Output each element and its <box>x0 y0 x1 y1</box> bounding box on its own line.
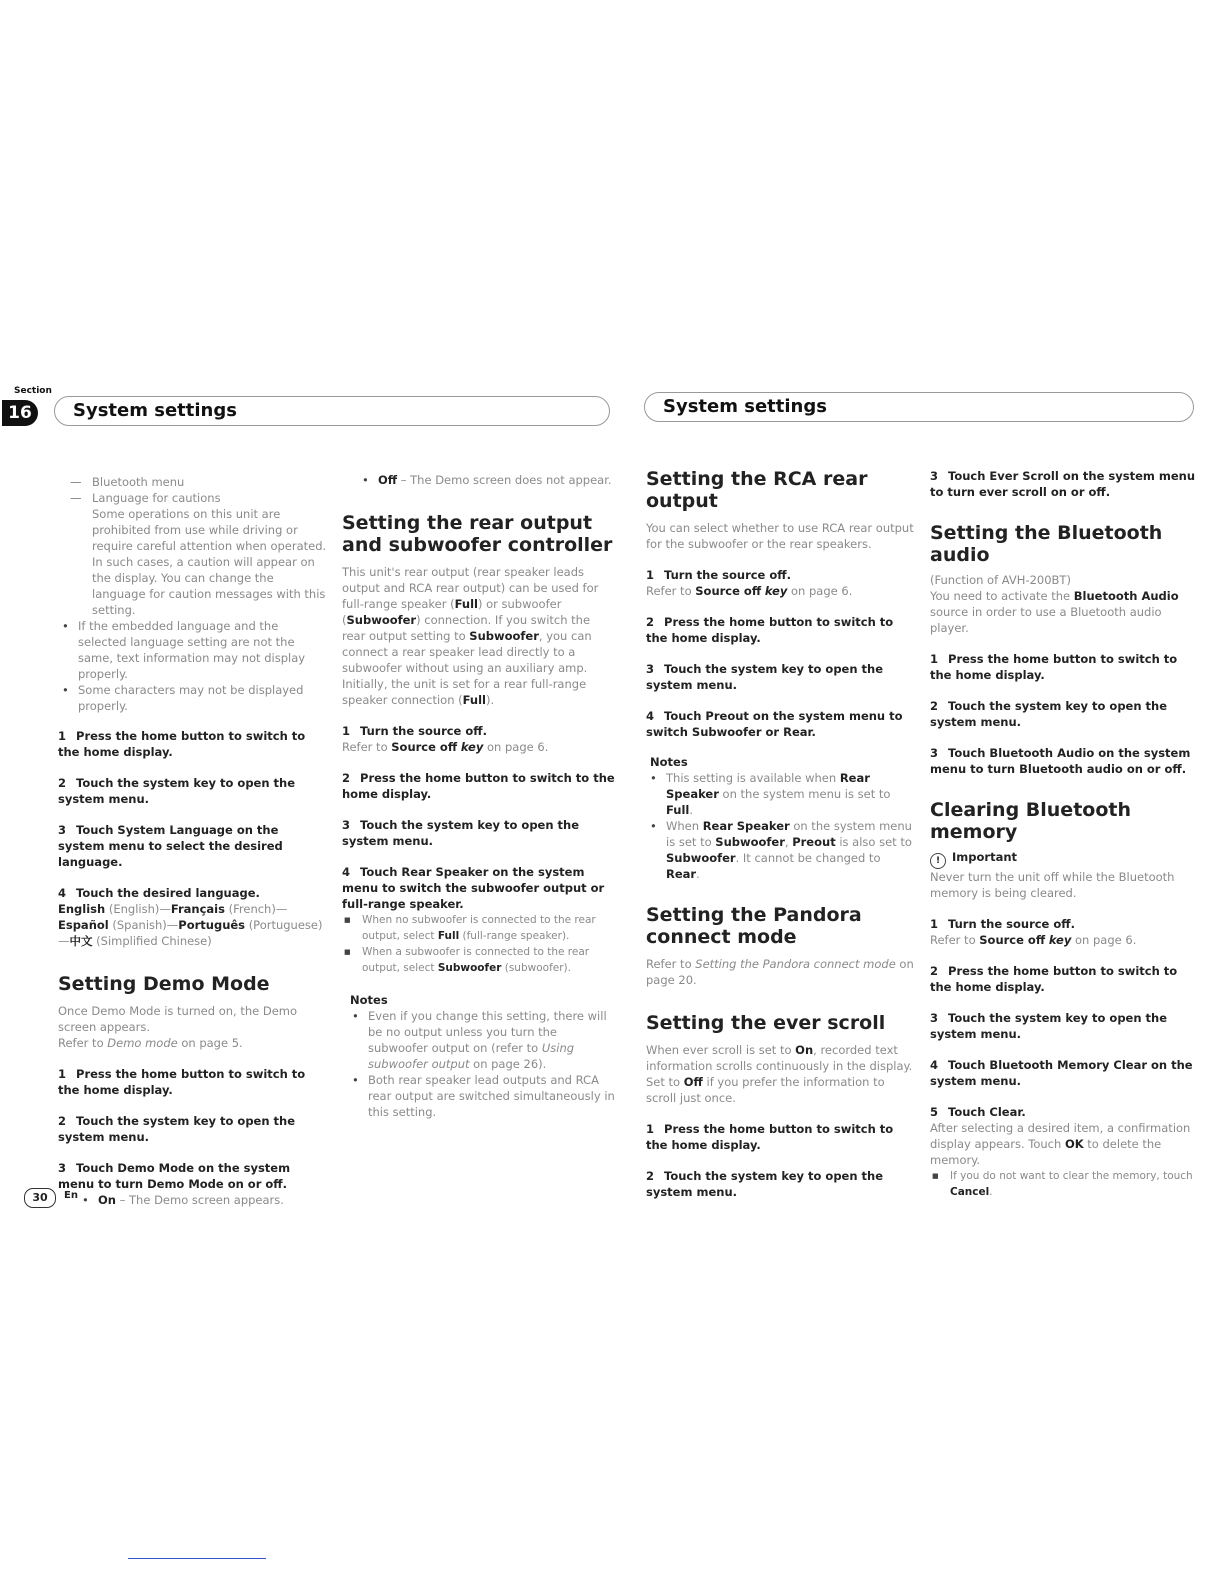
step-1: 1 Press the home button to switch to the home display. <box>58 729 306 759</box>
step-2: 2 Touch the system key to open the system menu. <box>58 776 296 806</box>
clear-step-1: 1 Turn the source off. <box>930 917 1075 931</box>
clear-step-2: 2 Press the home button to switch to the home display. <box>930 964 1178 994</box>
page-header-left <box>54 396 610 426</box>
important-text: Never turn the unit off while the Bluetooth memory is being cleared. <box>930 870 1175 900</box>
source-off-ref: Refer to Source off key on page 6. <box>342 740 549 754</box>
section-number-badge: 16 <box>2 400 38 426</box>
clear-step-5: 5 Touch Clear. <box>930 1105 1026 1119</box>
pandora-heading: Setting the Pandora connect mode <box>646 904 862 948</box>
source-off-ref: Refer to Source off key on page 6. <box>646 584 853 598</box>
caution-text: Some operations on this unit are prohibited from use while driving or require careful attention when operated. In such cases, a caution will appear on the display. You can change the language for caution messages with this setting. <box>92 507 327 617</box>
list-item: • When Rear Speaker on the system menu is set to Subwoofer, Preout is also set to Subwoofer. It cannot be changed to Rear. <box>646 818 916 882</box>
scroll-step-2: 2 Touch the system key to open the system menu. <box>646 1169 884 1199</box>
rear-output-heading: Setting the rear output and subwoofer controller <box>342 512 613 556</box>
list-item: ■ If you do not want to clear the memory, touch Cancel. <box>930 1168 1200 1200</box>
bluetooth-audio-heading: Setting the Bluetooth audio <box>930 522 1163 566</box>
page-title-left: System settings <box>73 400 237 421</box>
bt-step-3: 3 Touch Bluetooth Audio on the system menu to turn Bluetooth audio on or off. <box>930 746 1191 776</box>
rear-output-intro: This unit's rear output (rear speaker leads output and RCA rear output) can be used for full-range speaker (Full) or subwoofer (Subwoofer) connection. If you switch the rear output setting to Subwoofer, you can connect a rear speaker lead directly to a subwoofer without using an auxiliary amp. <box>342 565 599 675</box>
section-label: Section <box>14 386 52 396</box>
important-icon: ! <box>930 853 946 869</box>
page-header-right <box>644 392 1194 422</box>
list-item: • If the embedded language and the selected language setting are not the same, text information may not display properly. <box>58 618 328 682</box>
clear-memory-heading: Clearing Bluetooth memory <box>930 799 1131 843</box>
list-item: ■ When a subwoofer is connected to the rear output, select Subwoofer (subwoofer). <box>342 944 616 976</box>
column-3 <box>646 468 916 1200</box>
demo-intro: Once Demo Mode is turned on, the Demo screen appears. <box>58 1004 298 1034</box>
step-4: 4 Touch Rear Speaker on the system menu to switch the subwoofer output or full-range speaker. <box>342 865 605 911</box>
demo-step-2: 2 Touch the system key to open the system menu. <box>58 1114 296 1144</box>
list-item: ■ When no subwoofer is connected to the rear output, select Full (full-range speaker). <box>342 912 616 944</box>
list-item: • On – The Demo screen appears. <box>78 1192 328 1208</box>
list-item: — Bluetooth menu <box>72 474 328 490</box>
demo-mode-heading: Setting Demo Mode <box>58 973 270 995</box>
list-item: • Both rear speaker lead outputs and RCA rear output are switched simultaneously in this setting. <box>348 1072 616 1120</box>
important-heading: ! Important <box>930 849 1200 869</box>
step-3: 3 Touch the system key to open the system menu. <box>646 662 884 692</box>
notes-heading: Notes <box>350 993 388 1007</box>
pandora-ref: Refer to Setting the Pandora connect mode on page 20. <box>646 957 914 987</box>
step-2: 2 Press the home button to switch to the home display. <box>342 771 615 801</box>
bluetooth-function: (Function of AVH-200BT) <box>930 573 1071 587</box>
rear-output-initial: Initially, the unit is set for a rear full-range speaker connection (Full). <box>342 677 587 707</box>
list-item: • Off – The Demo screen does not appear. <box>358 472 616 488</box>
scroll-step-3: 3 Touch Ever Scroll on the system menu to turn ever scroll on or off. <box>930 469 1196 499</box>
step-4: 4 Touch the desired language. <box>58 886 260 900</box>
step-3: 3 Touch System Language on the system menu to select the desired language. <box>58 823 283 869</box>
language-list: English (English)—Français (French)—Español (Spanish)—Português (Portuguese)—中文 (Simplified Chinese) <box>58 902 323 948</box>
rca-heading: Setting the RCA rear output <box>646 468 868 512</box>
demo-step-3: 3 Touch Demo Mode on the system menu to turn Demo Mode on or off. <box>58 1161 291 1191</box>
list-item: • Even if you change this setting, there will be no output unless you turn the subwoofer output on (refer to Using subwoofer output on page 26). <box>348 1008 616 1072</box>
column-2 <box>342 472 616 1120</box>
page-number: 30 <box>24 1188 56 1208</box>
demo-step-1: 1 Press the home button to switch to the home display. <box>58 1067 306 1097</box>
language-code: En <box>64 1190 78 1201</box>
bluetooth-intro: You need to activate the Bluetooth Audio source in order to use a Bluetooth audio player. <box>930 589 1179 635</box>
list-item: — Language for cautions <box>72 490 328 506</box>
bt-step-2: 2 Touch the system key to open the system menu. <box>930 699 1168 729</box>
step-4: 4 Touch Preout on the system menu to switch Subwoofer or Rear. <box>646 709 903 739</box>
rca-intro: You can select whether to use RCA rear output for the subwoofer or the rear speakers. <box>646 521 914 551</box>
clear-step-4: 4 Touch Bluetooth Memory Clear on the system menu. <box>930 1058 1193 1088</box>
page-title-right: System settings <box>663 396 827 417</box>
column-4 <box>930 468 1200 1200</box>
step-1: 1 Turn the source off. <box>646 568 791 582</box>
step-3: 3 Touch the system key to open the system menu. <box>342 818 580 848</box>
clear-step-3: 3 Touch the system key to open the system menu. <box>930 1011 1168 1041</box>
divider-line <box>128 1558 266 1559</box>
notes-heading: Notes <box>650 755 688 769</box>
column-1 <box>58 474 328 1208</box>
scroll-step-1: 1 Press the home button to switch to the home display. <box>646 1122 894 1152</box>
ever-scroll-heading: Setting the ever scroll <box>646 1012 886 1034</box>
list-item: • Some characters may not be displayed properly. <box>58 682 328 714</box>
ever-scroll-intro: When ever scroll is set to On, recorded text information scrolls continuously in the display. Set to Off if you prefer the information to scroll just once. <box>646 1043 913 1105</box>
list-item: • This setting is available when Rear Speaker on the system menu is set to Full. <box>646 770 916 818</box>
demo-ref: Refer to Demo mode on page 5. <box>58 1036 243 1050</box>
confirm-text: After selecting a desired item, a confirmation display appears. Touch OK to delete the memory. <box>930 1121 1191 1167</box>
source-off-ref: Refer to Source off key on page 6. <box>930 933 1137 947</box>
step-2: 2 Press the home button to switch to the home display. <box>646 615 894 645</box>
step-1: 1 Turn the source off. <box>342 724 487 738</box>
bt-step-1: 1 Press the home button to switch to the home display. <box>930 652 1178 682</box>
